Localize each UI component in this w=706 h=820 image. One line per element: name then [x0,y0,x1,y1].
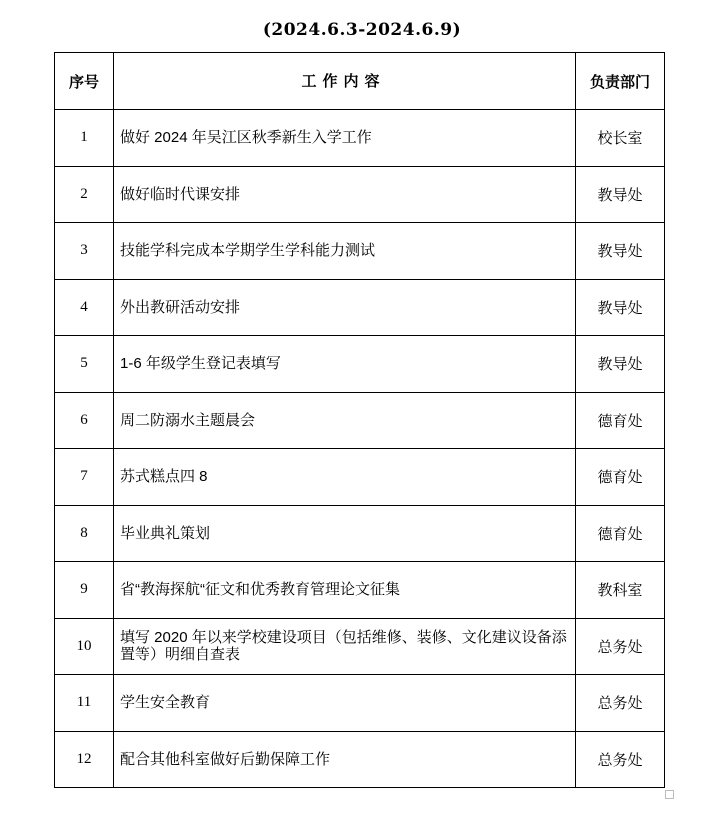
header-number: 序号 [55,53,114,110]
row-department: 总务处 [576,618,665,675]
row-department: 教导处 [576,336,665,393]
row-number: 11 [55,675,114,732]
document-title: (2024.6.3-2024.6.9) [262,20,462,40]
row-content: 毕业典礼策划 [114,505,576,562]
row-content: 技能学科完成本学期学生学科能力测试 [114,223,576,280]
table-row [55,618,665,675]
row-content: 学生安全教育 [114,675,576,732]
header-content: 工作内容 [114,53,576,110]
row-content: 省“教海探航“征文和优秀教育管理论文征集 [114,562,576,619]
row-department: 教科室 [576,562,665,619]
table-row [55,505,665,562]
table-header-row [55,53,665,110]
table-row [55,223,665,280]
row-number: 6 [55,392,114,449]
row-department: 总务处 [576,675,665,732]
header-department: 负责部门 [576,53,665,110]
table-row [55,110,665,167]
row-number: 7 [55,449,114,506]
table-row [55,336,665,393]
table-row [55,279,665,336]
row-department: 教导处 [576,166,665,223]
table-row [55,449,665,506]
table-row [55,392,665,449]
row-content: 做好临时代课安排 [114,166,576,223]
row-content: 做好 2024 年吴江区秋季新生入学工作 [114,110,576,167]
row-content: 苏式糕点四 8 [114,449,576,506]
row-number: 3 [55,223,114,280]
row-number: 9 [55,562,114,619]
row-number: 5 [55,336,114,393]
row-content: 周二防溺水主题晨会 [114,392,576,449]
row-department: 教导处 [576,279,665,336]
row-department: 教导处 [576,223,665,280]
row-content: 1-6 年级学生登记表填写 [114,336,576,393]
row-department: 总务处 [576,731,665,788]
row-content: 配合其他科室做好后勤保障工作 [114,731,576,788]
paragraph-end-marker [665,790,674,799]
row-department: 德育处 [576,392,665,449]
table-row [55,166,665,223]
row-number: 2 [55,166,114,223]
row-number: 10 [55,618,114,675]
table-row [55,562,665,619]
row-department: 校长室 [576,110,665,167]
work-schedule-table [54,52,665,788]
row-number: 1 [55,110,114,167]
row-department: 德育处 [576,505,665,562]
row-content: 填写 2020 年以来学校建设项目（包括维修、装修、文化建议设备添置等）明细自查表 [114,618,576,675]
table-row [55,731,665,788]
row-number: 4 [55,279,114,336]
row-content: 外出教研活动安排 [114,279,576,336]
row-department: 德育处 [576,449,665,506]
table-row [55,675,665,732]
row-number: 12 [55,731,114,788]
row-number: 8 [55,505,114,562]
